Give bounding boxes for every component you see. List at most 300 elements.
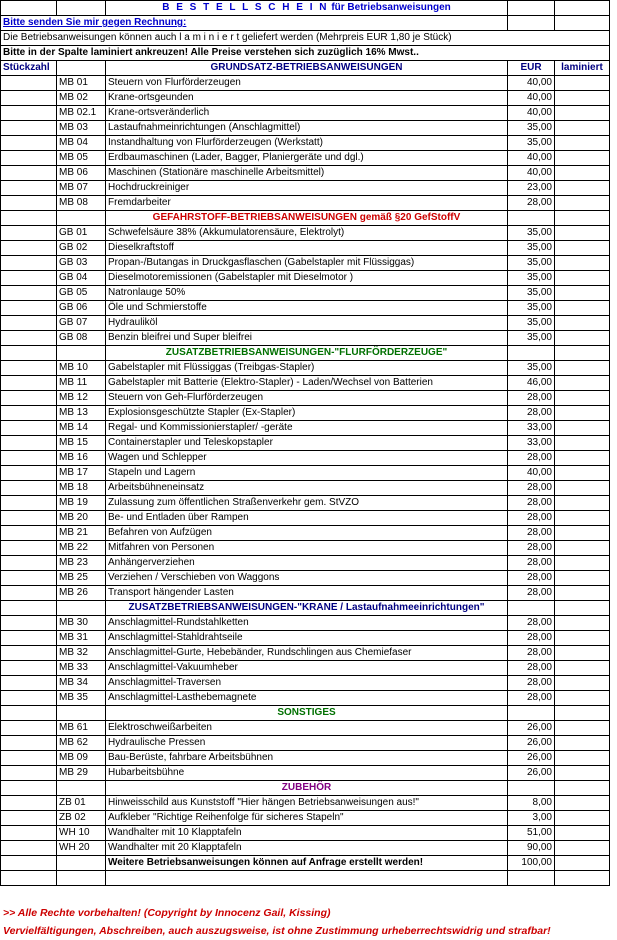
item-code: MB 21 xyxy=(57,526,106,541)
item-description: Hinweisschild aus Kunststoff "Hier hängen Betriebsanweisungen aus!" xyxy=(106,796,508,811)
item-price: 28,00 xyxy=(508,481,555,496)
quantity-cell[interactable] xyxy=(1,736,57,751)
laminated-checkbox-cell[interactable] xyxy=(555,316,610,331)
item-row xyxy=(1,241,610,256)
item-price: 28,00 xyxy=(508,586,555,601)
item-price: 35,00 xyxy=(508,286,555,301)
item-row xyxy=(1,436,610,451)
item-price: 40,00 xyxy=(508,76,555,91)
item-code: MB 10 xyxy=(57,361,106,376)
quantity-cell[interactable] xyxy=(1,196,57,211)
item-description: Gabelstapler mit Flüssiggas (Treibgas-Stapler) xyxy=(106,361,508,376)
item-description: Zulassung zum öffentlichen Straßenverkehr gem. StVZO xyxy=(106,496,508,511)
item-code: MB 62 xyxy=(57,736,106,751)
item-price: 28,00 xyxy=(508,616,555,631)
item-description: Anschlagmittel-Lasthebemagnete xyxy=(106,691,508,706)
item-code: GB 08 xyxy=(57,331,106,346)
item-code: MB 20 xyxy=(57,511,106,526)
laminated-checkbox-cell[interactable] xyxy=(555,721,610,736)
item-row xyxy=(1,811,610,826)
item-price: 35,00 xyxy=(508,271,555,286)
item-description: Be- und Entladen über Rampen xyxy=(106,511,508,526)
item-row xyxy=(1,151,610,166)
section-heading: GEFAHRSTOFF-BETRIEBSANWEISUNGEN gemäß §20 GefStoffV xyxy=(106,211,508,226)
item-code: MB 31 xyxy=(57,631,106,646)
quantity-cell[interactable] xyxy=(1,631,57,646)
quantity-cell[interactable] xyxy=(1,571,57,586)
item-code: ZB 01 xyxy=(57,796,106,811)
laminated-checkbox-cell[interactable] xyxy=(555,181,610,196)
section-heading: ZUSATZBETRIEBSANWEISUNGEN-"FLURFÖRDERZEUGE" xyxy=(106,346,508,361)
item-code: MB 19 xyxy=(57,496,106,511)
item-price: 28,00 xyxy=(508,556,555,571)
item-code: GB 02 xyxy=(57,241,106,256)
item-code: MB 18 xyxy=(57,481,106,496)
quantity-cell[interactable] xyxy=(1,421,57,436)
quantity-cell[interactable] xyxy=(1,271,57,286)
laminated-checkbox-cell[interactable] xyxy=(555,376,610,391)
item-row xyxy=(1,451,610,466)
item-row xyxy=(1,661,610,676)
item-price: 28,00 xyxy=(508,541,555,556)
laminated-checkbox-cell[interactable] xyxy=(555,631,610,646)
quantity-cell[interactable] xyxy=(1,826,57,841)
item-price: 35,00 xyxy=(508,316,555,331)
item-description: Anschlagmittel-Stahldrahtseile xyxy=(106,631,508,646)
item-code: MB 22 xyxy=(57,541,106,556)
quantity-cell[interactable] xyxy=(1,331,57,346)
item-price: 3,00 xyxy=(508,811,555,826)
note-row xyxy=(1,31,610,46)
item-row xyxy=(1,481,610,496)
item-code: MB 11 xyxy=(57,376,106,391)
laminated-checkbox-cell[interactable] xyxy=(555,496,610,511)
item-row xyxy=(1,331,610,346)
item-code: MB 05 xyxy=(57,151,106,166)
item-price: 35,00 xyxy=(508,331,555,346)
item-row xyxy=(1,376,610,391)
item-row xyxy=(1,466,610,481)
laminated-checkbox-cell[interactable] xyxy=(555,91,610,106)
item-price: 28,00 xyxy=(508,526,555,541)
item-price: 28,00 xyxy=(508,571,555,586)
item-row xyxy=(1,181,610,196)
laminated-checkbox-cell[interactable] xyxy=(555,796,610,811)
laminated-checkbox-cell[interactable] xyxy=(555,691,610,706)
item-price: 33,00 xyxy=(508,436,555,451)
item-price: 28,00 xyxy=(508,496,555,511)
item-price: 28,00 xyxy=(508,646,555,661)
laminated-checkbox-cell[interactable] xyxy=(555,136,610,151)
item-code: MB 09 xyxy=(57,751,106,766)
item-code: MB 04 xyxy=(57,136,106,151)
laminated-checkbox-cell[interactable] xyxy=(555,736,610,751)
item-description: Natronlauge 50% xyxy=(106,286,508,301)
item-description: Arbeitsbühneneinsatz xyxy=(106,481,508,496)
quantity-cell[interactable] xyxy=(1,316,57,331)
quantity-cell[interactable] xyxy=(1,556,57,571)
item-description: Maschinen (Stationäre maschinelle Arbeitsmittel) xyxy=(106,166,508,181)
section-heading-row xyxy=(1,781,610,796)
item-description: Dieselkraftstoff xyxy=(106,241,508,256)
item-description: Propan-/Butangas in Druckgasflaschen (Gabelstapler mit Flüssiggas) xyxy=(106,256,508,271)
laminated-checkbox-cell[interactable] xyxy=(555,841,610,856)
quantity-cell[interactable] xyxy=(1,166,57,181)
item-row xyxy=(1,676,610,691)
quantity-cell[interactable] xyxy=(1,541,57,556)
quantity-cell[interactable] xyxy=(1,181,57,196)
item-description: Elektroschweißarbeiten xyxy=(106,721,508,736)
blank-row xyxy=(1,871,610,886)
item-price: 35,00 xyxy=(508,361,555,376)
item-description: Krane-ortsgeunden xyxy=(106,91,508,106)
laminated-note: Die Betriebsanweisungen können auch l a m i n i e r t geliefert werden (Mehrpreis EUR 1,80 je Stück) xyxy=(1,31,610,46)
price-header: EUR xyxy=(508,61,555,76)
quantity-cell[interactable] xyxy=(1,301,57,316)
item-row xyxy=(1,316,610,331)
laminated-checkbox-cell[interactable] xyxy=(555,256,610,271)
subtitle-row xyxy=(1,16,610,31)
item-row xyxy=(1,256,610,271)
qty-header: Stückzahl xyxy=(1,61,57,76)
item-row xyxy=(1,361,610,376)
laminated-checkbox-cell[interactable] xyxy=(555,571,610,586)
extra-price: 100,00 xyxy=(508,856,555,871)
item-code: MB 30 xyxy=(57,616,106,631)
item-row xyxy=(1,751,610,766)
quantity-cell[interactable] xyxy=(1,481,57,496)
item-row xyxy=(1,106,610,121)
section-heading-row xyxy=(1,211,610,226)
quantity-cell[interactable] xyxy=(1,766,57,781)
laminated-checkbox-cell[interactable] xyxy=(555,541,610,556)
item-code: MB 16 xyxy=(57,451,106,466)
item-description: Öle und Schmierstoffe xyxy=(106,301,508,316)
item-row xyxy=(1,286,610,301)
item-row xyxy=(1,226,610,241)
item-row xyxy=(1,691,610,706)
item-row xyxy=(1,541,610,556)
quantity-cell[interactable] xyxy=(1,241,57,256)
quantity-cell[interactable] xyxy=(1,136,57,151)
laminated-checkbox-cell[interactable] xyxy=(555,451,610,466)
item-price: 28,00 xyxy=(508,676,555,691)
item-description: Hochdruckreiniger xyxy=(106,181,508,196)
item-price: 35,00 xyxy=(508,136,555,151)
item-row xyxy=(1,421,610,436)
item-description: Containerstapler und Teleskopstapler xyxy=(106,436,508,451)
item-code: MB 08 xyxy=(57,196,106,211)
quantity-cell[interactable] xyxy=(1,511,57,526)
item-price: 23,00 xyxy=(508,181,555,196)
laminated-checkbox-cell[interactable] xyxy=(555,856,610,871)
quantity-cell[interactable] xyxy=(1,721,57,736)
item-description: Anhängerverziehen xyxy=(106,556,508,571)
laminated-checkbox-cell[interactable] xyxy=(555,121,610,136)
item-code: GB 04 xyxy=(57,271,106,286)
quantity-cell[interactable] xyxy=(1,76,57,91)
item-price: 40,00 xyxy=(508,166,555,181)
item-price: 46,00 xyxy=(508,376,555,391)
item-row xyxy=(1,196,610,211)
item-price: 8,00 xyxy=(508,796,555,811)
quantity-cell[interactable] xyxy=(1,751,57,766)
item-price: 28,00 xyxy=(508,451,555,466)
quantity-cell[interactable] xyxy=(1,811,57,826)
item-code: MB 13 xyxy=(57,406,106,421)
item-description: Mitfahren von Personen xyxy=(106,541,508,556)
item-code: MB 61 xyxy=(57,721,106,736)
laminated-checkbox-cell[interactable] xyxy=(555,196,610,211)
item-price: 26,00 xyxy=(508,766,555,781)
item-code: MB 07 xyxy=(57,181,106,196)
form-title: B E S T E L L S C H E I N für Betriebsanweisungen xyxy=(106,1,508,16)
laminated-checkbox-cell[interactable] xyxy=(555,391,610,406)
item-price: 28,00 xyxy=(508,406,555,421)
item-code: MB 23 xyxy=(57,556,106,571)
item-row xyxy=(1,631,610,646)
item-description: Hydrauliköl xyxy=(106,316,508,331)
item-row xyxy=(1,526,610,541)
item-price: 90,00 xyxy=(508,841,555,856)
laminated-checkbox-cell[interactable] xyxy=(555,241,610,256)
item-code: WH 20 xyxy=(57,841,106,856)
quantity-cell[interactable] xyxy=(1,106,57,121)
item-description: Hubarbeitsbühne xyxy=(106,766,508,781)
quantity-cell[interactable] xyxy=(1,286,57,301)
item-price: 26,00 xyxy=(508,721,555,736)
item-description: Aufkleber "Richtige Reihenfolge für sicheres Stapeln" xyxy=(106,811,508,826)
item-code: MB 02 xyxy=(57,91,106,106)
item-description: Transport hängender Lasten xyxy=(106,586,508,601)
item-row xyxy=(1,166,610,181)
item-description: Fremdarbeiter xyxy=(106,196,508,211)
item-code: MB 02.1 xyxy=(57,106,106,121)
item-code: MB 33 xyxy=(57,661,106,676)
laminated-checkbox-cell[interactable] xyxy=(555,676,610,691)
item-price: 28,00 xyxy=(508,691,555,706)
laminated-checkbox-cell[interactable] xyxy=(555,766,610,781)
item-code: MB 06 xyxy=(57,166,106,181)
item-row xyxy=(1,136,610,151)
item-description: Stapeln und Lagern xyxy=(106,466,508,481)
item-price: 40,00 xyxy=(508,91,555,106)
quantity-cell[interactable] xyxy=(1,436,57,451)
laminated-checkbox-cell[interactable] xyxy=(555,616,610,631)
quantity-cell[interactable] xyxy=(1,121,57,136)
laminated-checkbox-cell[interactable] xyxy=(555,661,610,676)
section-heading-row xyxy=(1,346,610,361)
laminated-checkbox-cell[interactable] xyxy=(555,286,610,301)
item-price: 40,00 xyxy=(508,151,555,166)
quantity-cell[interactable] xyxy=(1,451,57,466)
item-row xyxy=(1,271,610,286)
extra-row xyxy=(1,856,610,871)
item-code: WH 10 xyxy=(57,826,106,841)
laminated-checkbox-cell[interactable] xyxy=(555,751,610,766)
item-price: 28,00 xyxy=(508,631,555,646)
item-description: Erdbaumaschinen (Lader, Bagger, Planiergeräte und dgl.) xyxy=(106,151,508,166)
column-header-row xyxy=(1,61,610,76)
item-code: MB 29 xyxy=(57,766,106,781)
item-price: 40,00 xyxy=(508,466,555,481)
item-description: Wagen und Schlepper xyxy=(106,451,508,466)
item-code: MB 26 xyxy=(57,586,106,601)
quantity-cell[interactable] xyxy=(1,376,57,391)
item-description: Steuern von Geh-Flurförderzeugen xyxy=(106,391,508,406)
item-description: Wandhalter mit 10 Klapptafeln xyxy=(106,826,508,841)
item-price: 33,00 xyxy=(508,421,555,436)
item-row xyxy=(1,841,610,856)
item-row xyxy=(1,571,610,586)
quantity-cell[interactable] xyxy=(1,841,57,856)
item-row xyxy=(1,796,610,811)
quantity-cell[interactable] xyxy=(1,586,57,601)
item-description: Anschlagmittel-Vakuumheber xyxy=(106,661,508,676)
laminated-checkbox-cell[interactable] xyxy=(555,511,610,526)
item-row xyxy=(1,616,610,631)
item-row xyxy=(1,301,610,316)
laminated-checkbox-cell[interactable] xyxy=(555,361,610,376)
laminated-checkbox-cell[interactable] xyxy=(555,466,610,481)
item-description: Dieselmotoremissionen (Gabelstapler mit Dieselmotor ) xyxy=(106,271,508,286)
item-price: 35,00 xyxy=(508,256,555,271)
item-description: Befahren von Aufzügen xyxy=(106,526,508,541)
laminated-checkbox-cell[interactable] xyxy=(555,76,610,91)
instruction-row xyxy=(1,46,610,61)
item-code: GB 01 xyxy=(57,226,106,241)
item-description: Anschlagmittel-Gurte, Hebebänder, Rundschlingen aus Chemiefaser xyxy=(106,646,508,661)
quantity-cell[interactable] xyxy=(1,796,57,811)
quantity-cell[interactable] xyxy=(1,496,57,511)
item-code: MB 14 xyxy=(57,421,106,436)
item-row xyxy=(1,586,610,601)
laminated-checkbox-cell[interactable] xyxy=(555,421,610,436)
item-price: 28,00 xyxy=(508,511,555,526)
item-code: MB 34 xyxy=(57,676,106,691)
item-description: Bau-Berüste, fahrbare Arbeitsbühnen xyxy=(106,751,508,766)
laminated-checkbox-cell[interactable] xyxy=(555,106,610,121)
item-description: Benzin bleifrei und Super bleifrei xyxy=(106,331,508,346)
item-description: Explosionsgeschützte Stapler (Ex-Stapler) xyxy=(106,406,508,421)
item-code: MB 17 xyxy=(57,466,106,481)
laminated-checkbox-cell[interactable] xyxy=(555,556,610,571)
laminated-checkbox-cell[interactable] xyxy=(555,166,610,181)
laminated-checkbox-cell[interactable] xyxy=(555,226,610,241)
main-section-header: GRUNDSATZ-BETRIEBSANWEISUNGEN xyxy=(106,61,508,76)
quantity-cell[interactable] xyxy=(1,661,57,676)
item-row xyxy=(1,121,610,136)
copyright-note: >> Alle Rechte vorbehalten! (Copyright by Innocenz Gail, Kissing) xyxy=(3,907,331,919)
item-price: 51,00 xyxy=(508,826,555,841)
section-heading: ZUBEHÖR xyxy=(106,781,508,796)
item-price: 28,00 xyxy=(508,196,555,211)
item-row xyxy=(1,556,610,571)
quantity-cell[interactable] xyxy=(1,526,57,541)
quantity-cell[interactable] xyxy=(1,391,57,406)
instruction-note: Bitte in der Spalte laminiert ankreuzen! Alle Preise verstehen sich zuzüglich 16% Mwst.. xyxy=(1,46,610,61)
section-heading-row xyxy=(1,601,610,616)
item-row xyxy=(1,736,610,751)
item-price: 26,00 xyxy=(508,751,555,766)
laminated-checkbox-cell[interactable] xyxy=(555,646,610,661)
item-row xyxy=(1,406,610,421)
item-description: Instandhaltung von Flurförderzeugen (Werkstatt) xyxy=(106,136,508,151)
laminated-checkbox-cell[interactable] xyxy=(555,271,610,286)
laminated-checkbox-cell[interactable] xyxy=(555,526,610,541)
quantity-cell[interactable] xyxy=(1,646,57,661)
laminated-checkbox-cell[interactable] xyxy=(555,406,610,421)
item-price: 35,00 xyxy=(508,301,555,316)
quantity-cell[interactable] xyxy=(1,361,57,376)
item-description: Steuern von Flurförderzeugen xyxy=(106,76,508,91)
item-price: 28,00 xyxy=(508,391,555,406)
item-row xyxy=(1,721,610,736)
item-code: MB 03 xyxy=(57,121,106,136)
item-price: 35,00 xyxy=(508,241,555,256)
item-row xyxy=(1,91,610,106)
quantity-cell[interactable] xyxy=(1,406,57,421)
item-code: MB 12 xyxy=(57,391,106,406)
item-row xyxy=(1,766,610,781)
item-description: Lastaufnahmeinrichtungen (Anschlagmittel) xyxy=(106,121,508,136)
laminated-checkbox-cell[interactable] xyxy=(555,811,610,826)
item-code: MB 32 xyxy=(57,646,106,661)
item-code: MB 35 xyxy=(57,691,106,706)
item-row xyxy=(1,391,610,406)
item-description: Anschlagmittel-Traversen xyxy=(106,676,508,691)
laminated-checkbox-cell[interactable] xyxy=(555,826,610,841)
item-description: Hydraulische Pressen xyxy=(106,736,508,751)
item-description: Wandhalter mit 20 Klapptafeln xyxy=(106,841,508,856)
item-description: Regal- und Kommissionierstapler/ -geräte xyxy=(106,421,508,436)
item-description: Anschlagmittel-Rundstahlketten xyxy=(106,616,508,631)
item-row xyxy=(1,496,610,511)
laminated-checkbox-cell[interactable] xyxy=(555,586,610,601)
quantity-cell[interactable] xyxy=(1,691,57,706)
quantity-cell[interactable] xyxy=(1,151,57,166)
laminated-checkbox-cell[interactable] xyxy=(555,481,610,496)
quantity-cell[interactable] xyxy=(1,616,57,631)
laminated-checkbox-cell[interactable] xyxy=(555,301,610,316)
item-code: MB 25 xyxy=(57,571,106,586)
laminated-checkbox-cell[interactable] xyxy=(555,436,610,451)
laminated-header: laminiert xyxy=(555,61,610,76)
quantity-cell[interactable] xyxy=(1,856,57,871)
item-price: 35,00 xyxy=(508,121,555,136)
section-heading: SONSTIGES xyxy=(106,706,508,721)
quantity-cell[interactable] xyxy=(1,466,57,481)
item-price: 35,00 xyxy=(508,226,555,241)
item-row xyxy=(1,646,610,661)
quantity-cell[interactable] xyxy=(1,256,57,271)
quantity-cell[interactable] xyxy=(1,226,57,241)
item-code: GB 03 xyxy=(57,256,106,271)
item-code: GB 07 xyxy=(57,316,106,331)
laminated-checkbox-cell[interactable] xyxy=(555,151,610,166)
section-heading-row xyxy=(1,706,610,721)
laminated-checkbox-cell[interactable] xyxy=(555,331,610,346)
item-description: Gabelstapler mit Batterie (Elektro-Stapler) - Laden/Wechsel von Batterien xyxy=(106,376,508,391)
quantity-cell[interactable] xyxy=(1,91,57,106)
quantity-cell[interactable] xyxy=(1,676,57,691)
item-row xyxy=(1,76,610,91)
item-description: Verziehen / Verschieben von Waggons xyxy=(106,571,508,586)
item-code: GB 05 xyxy=(57,286,106,301)
item-description: Krane-ortsveränderlich xyxy=(106,106,508,121)
item-code: MB 01 xyxy=(57,76,106,91)
item-code: ZB 02 xyxy=(57,811,106,826)
